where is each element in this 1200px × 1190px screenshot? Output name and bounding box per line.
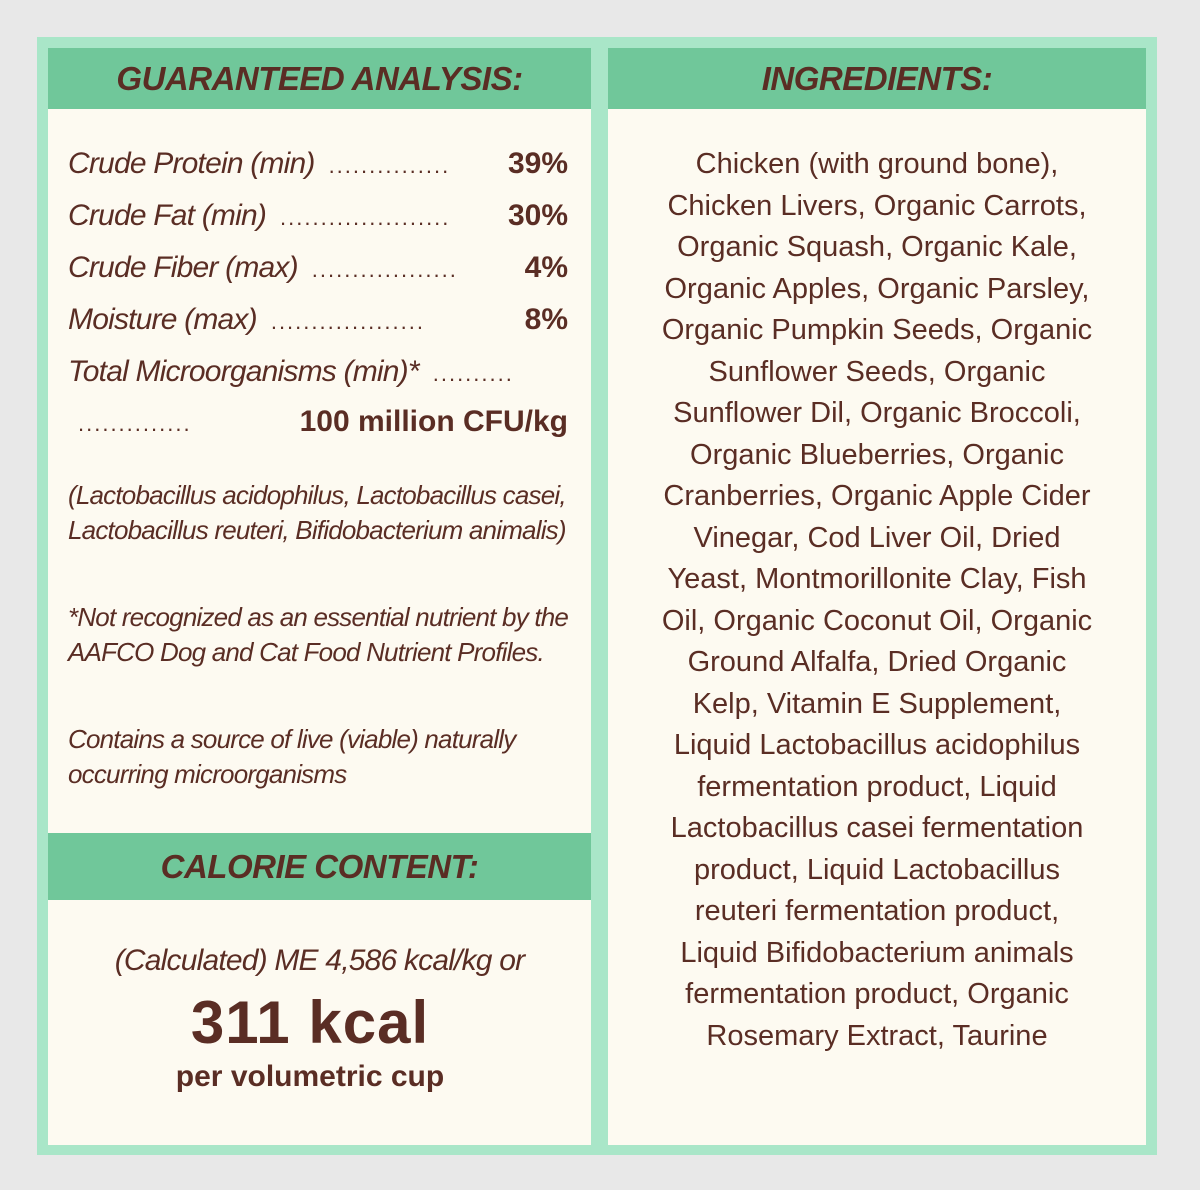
ingredient-line: Organic Apples, Organic Parsley, (664, 272, 1090, 305)
ingredient-line: Chicken Livers, Organic Carrots, (667, 189, 1087, 222)
analysis-row (68, 355, 568, 395)
analysis-row (68, 147, 568, 187)
ingredient-line: Liquid Bifidobacterium animals (680, 936, 1074, 969)
kcal-per-cup: 311 kcal (190, 989, 430, 1056)
ingredient-line: product, Liquid Lactobacillus (694, 853, 1060, 886)
strains-note: (Lactobacillus acidophilus, Lactobacillus casei, Lactobacillus reuteri, Bifidobacterium animalis) (68, 480, 566, 545)
per-cup-label: per volumetric cup (175, 1060, 445, 1093)
ingredient-line: Cranberries, Organic Apple Cider (663, 480, 1091, 512)
ingredients-list (608, 144, 1146, 1057)
live-microorganisms-note: Contains a source of live (viable) naturally occurring microorganisms (68, 724, 516, 789)
leader-dots: .......... (432, 361, 514, 386)
analysis-value: 39% (507, 147, 568, 180)
ingredient-line: fermentation product, Liquid (697, 770, 1057, 803)
leader-dots: ............... (328, 153, 451, 178)
analysis-label: Total Microorganisms (min)* (68, 355, 419, 388)
ingredient-line: Sunflower Seeds, Organic (708, 355, 1046, 388)
analysis-label: Crude Protein (min) (68, 147, 315, 180)
ingredient-line: Lactobacillus casei fermentation (670, 812, 1084, 844)
ingredient-line: Liquid Lactobacillus acidophilus (673, 729, 1081, 761)
guaranteed-analysis-header: GUARANTEED ANALYSIS: (48, 48, 591, 109)
calculated-me: (Calculated) ME 4,586 kcal/kg or (114, 944, 525, 977)
ingredient-line: Oil, Organic Coconut Oil, Organic (661, 604, 1093, 637)
analysis-row (68, 251, 568, 291)
analysis-row (68, 303, 568, 343)
leader-dots: .................. (311, 257, 458, 282)
aafco-footnote: *Not recognized as an essential nutrient by the AAFCO Dog and Cat Food Nutrient Profiles. (68, 602, 569, 667)
ingredient-line: Ground Alfalfa, Dried Organic (687, 646, 1067, 678)
cfu-row (78, 405, 568, 445)
ingredient-line: Rosemary Extract, Taurine (706, 1019, 1048, 1052)
analysis-value: 4% (524, 251, 568, 284)
leader-dots: .............. (78, 411, 192, 436)
analysis-label: Crude Fiber (max) (68, 251, 298, 284)
analysis-label: Crude Fat (min) (68, 199, 267, 232)
analysis-value: 8% (524, 303, 568, 336)
calorie-content-header: CALORIE CONTENT: (48, 833, 591, 900)
ingredient-line: Yeast, Montmorillonite Clay, Fish (667, 563, 1087, 595)
ingredient-line: Kelp, Vitamin E Supplement, (692, 687, 1062, 720)
ingredient-line: Organic Blueberries, Organic (690, 438, 1064, 471)
ingredient-line: Organic Pumpkin Seeds, Organic (661, 314, 1093, 346)
ingredients-header: INGREDIENTS: (608, 48, 1146, 109)
ingredient-line: Vinegar, Cod Liver Oil, Dried (693, 521, 1061, 554)
ingredient-line: fermentation product, Organic (685, 978, 1069, 1010)
ingredient-line: reuteri fermentation product, (694, 895, 1060, 927)
leader-dots: ................... (270, 309, 425, 334)
ingredient-line: Chicken (with ground bone), (695, 148, 1059, 180)
cfu-value: 100 million CFU/kg (299, 405, 568, 438)
analysis-value: 30% (507, 199, 568, 232)
analysis-row (68, 199, 568, 239)
analysis-label: Moisture (max) (68, 303, 257, 336)
ingredient-line: Organic Squash, Organic Kale, (677, 231, 1077, 263)
leader-dots: ..................... (280, 205, 451, 230)
ingredient-line: Sunflower Dil, Organic Broccoli, (673, 397, 1081, 429)
